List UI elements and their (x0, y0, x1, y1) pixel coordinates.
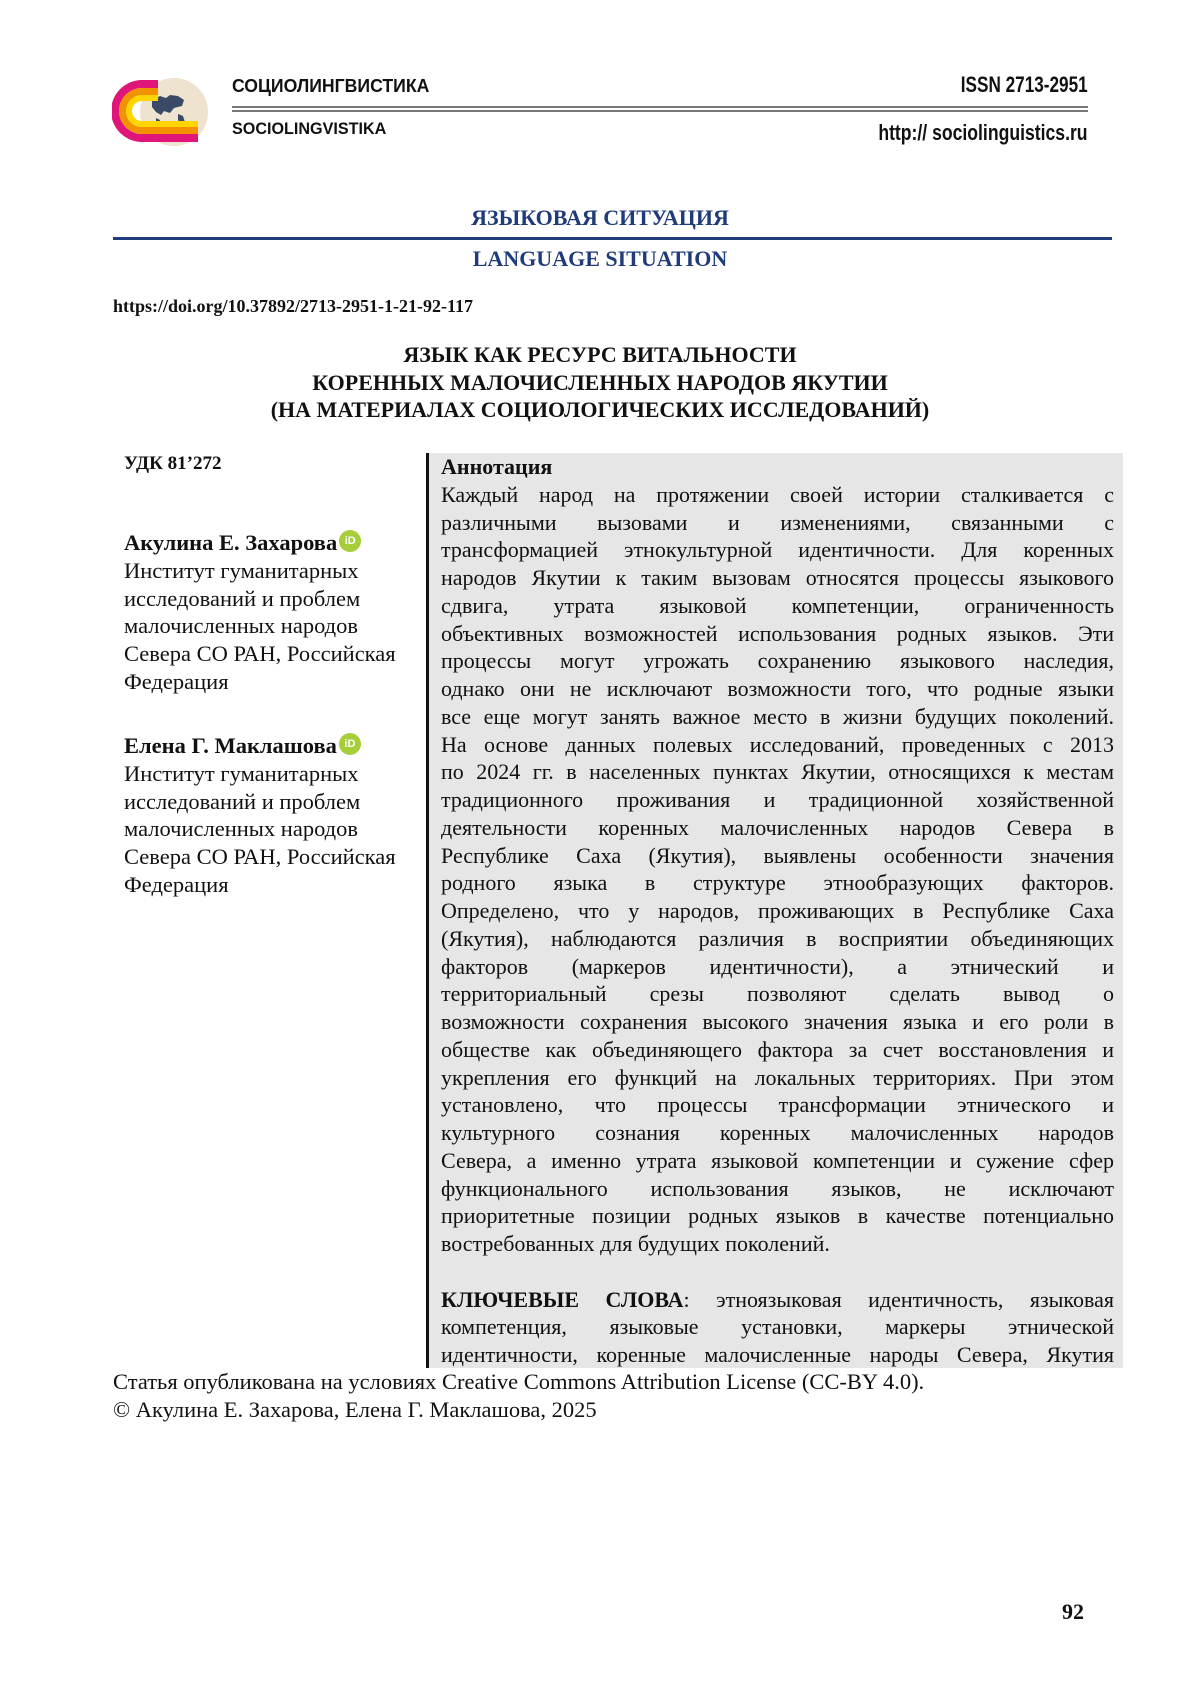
keywords-line: идентичности, коренные малочисленные народы Севера, Якутия (441, 1342, 1114, 1367)
abstract-body (441, 481, 1114, 1258)
abstract-line: различными вызовами и изменениями, связанными с (441, 509, 1114, 535)
abstract-line: факторов (маркеров идентичности), а этнический и (441, 953, 1114, 979)
abstract-line: объективных возможностей использования родных языков. Эти (441, 620, 1114, 646)
abstract-line: Определено, что у народов, проживающих в Республике Саха (441, 898, 1114, 923)
orcid-icon[interactable]: iD (339, 530, 361, 552)
affiliation-line: исследований и проблем (124, 585, 361, 611)
section-title-ru: ЯЗЫКОВАЯ СИТУАЦИЯ (471, 205, 729, 230)
abstract-line: процессы могут угрожать сохранению языкового наследия, (441, 648, 1114, 674)
abstract-line: приоритетные позиции родных языков в качестве потенциально (441, 1203, 1114, 1229)
abstract (441, 453, 1114, 1369)
affiliation-line: Севера СО РАН, Российская (124, 641, 396, 667)
abstract-line: традиционного проживания и традиционной хозяйственной (441, 787, 1114, 812)
abstract-line: однако они не исключают возможности того, что родные языки (441, 676, 1114, 701)
journal-url[interactable]: http:// sociolinguistics.ru (878, 120, 1088, 145)
abstract-heading: Аннотация (441, 454, 553, 479)
header-divider (232, 106, 1088, 112)
abstract-line: трансформацией этнокультурной идентичности. Для коренных (441, 537, 1114, 563)
section-divider (113, 237, 1112, 240)
keywords-label: КЛЮЧЕВЫЕ СЛОВА (441, 1286, 684, 1312)
page-number: 92 (1062, 1599, 1084, 1624)
abstract-line: обществе как объединяющего фактора за счет восстановления и (441, 1036, 1114, 1062)
affiliation-line: Федерация (124, 668, 229, 694)
article-title (0, 341, 1200, 424)
keywords (441, 1286, 1114, 1369)
affiliation-line: Институт гуманитарных (124, 760, 359, 786)
affiliation-line: малочисленных народов (124, 816, 358, 842)
orcid-icon[interactable]: iD (339, 733, 361, 755)
abstract-line: территориальный срезы позволяют сделать вывод о (441, 981, 1114, 1007)
doi-link[interactable]: https://doi.org/10.37892/2713-2951-1-21-92-117 (113, 296, 473, 316)
keywords-line: компетенция, языковые установки, маркеры этнической (441, 1314, 1114, 1340)
abstract-line: народов Якутии к таким вызовам относятся процессы языкового (441, 565, 1114, 590)
title-line: КОРЕННЫХ МАЛОЧИСЛЕННЫХ НАРОДОВ ЯКУТИИ (312, 369, 888, 395)
abstract-line: все еще могут занять важное место в жизни будущих поколений. (441, 703, 1114, 729)
affiliation-line: исследований и проблем (124, 788, 361, 814)
author-name: Акулина Е. Захарова (124, 530, 338, 555)
journal-name-ru: СОЦИОЛИНГВИСТИКА (232, 76, 430, 96)
title-line: (НА МАТЕРИАЛАХ СОЦИОЛОГИЧЕСКИХ ИССЛЕДОВАНИЙ) (270, 397, 930, 422)
abstract-line: сдвига, утрата языковой компетенции, ограниченность (441, 592, 1114, 618)
copyright: © Акулина Е. Захарова, Елена Г. Маклашова, 2025 (113, 1397, 597, 1422)
abstract-line: Севера, а именно утрата языковой компетенции и сужение сфер (441, 1147, 1114, 1173)
author-block (124, 732, 396, 899)
abstract-line: установлено, что процессы трансформации этнического и (441, 1092, 1114, 1118)
affiliation-line: Институт гуманитарных (124, 557, 359, 583)
udk: УДК 81’272 (124, 453, 222, 474)
abstract-line: Республике Саха (Якутия), выявлены особенности значения (441, 842, 1114, 868)
keywords-line (441, 1286, 1114, 1314)
issn: ISSN 2713-2951 (961, 72, 1088, 97)
author-block (124, 529, 396, 696)
title-line: ЯЗЫК КАК РЕСУРС ВИТАЛЬНОСТИ (403, 342, 797, 367)
abstract-line: деятельности коренных малочисленных народов Севера в (441, 814, 1114, 840)
keywords-text: : этноязыковая идентичность, языковая (683, 1286, 1114, 1312)
abstract-line: по 2024 гг. в населенных пунктах Якутии, относящихся к местам (441, 759, 1114, 785)
abstract-line: (Якутия), наблюдаются различия в восприятии объединяющих (441, 925, 1114, 951)
affiliation-line: Федерация (124, 871, 229, 897)
author-name: Елена Г. Маклашова (124, 733, 337, 758)
abstract-line: культурного сознания коренных малочисленных народов (441, 1120, 1114, 1145)
affiliation-line: малочисленных народов (124, 613, 358, 639)
abstract-line: Каждый народ на протяжении своей истории сталкивается с (441, 481, 1114, 507)
affiliation-line: Севера СО РАН, Российская (124, 844, 396, 870)
journal-logo (112, 74, 212, 148)
abstract-line: возможности сохранения высокого значения языка и его роли в (441, 1009, 1114, 1034)
abstract-line: функционального использования языков, не исключают (441, 1175, 1114, 1201)
abstract-line: родного языка в структуре этнообразующих факторов. (441, 870, 1114, 896)
abstract-line: востребованных для будущих поколений. (441, 1231, 830, 1256)
abstract-line: укрепления его функций на локальных территориях. При этом (441, 1064, 1114, 1090)
abstract-box (426, 453, 1123, 1368)
section-title-en: LANGUAGE SITUATION (472, 246, 728, 271)
abstract-line: На основе данных полевых исследований, проведенных с 2013 (441, 731, 1114, 757)
journal-name-en: SOCIOLINGVISTIKA (232, 119, 387, 138)
license-note: Статья опубликована на условиях Creative Commons Attribution License (CC-BY 4.0). (113, 1369, 925, 1394)
